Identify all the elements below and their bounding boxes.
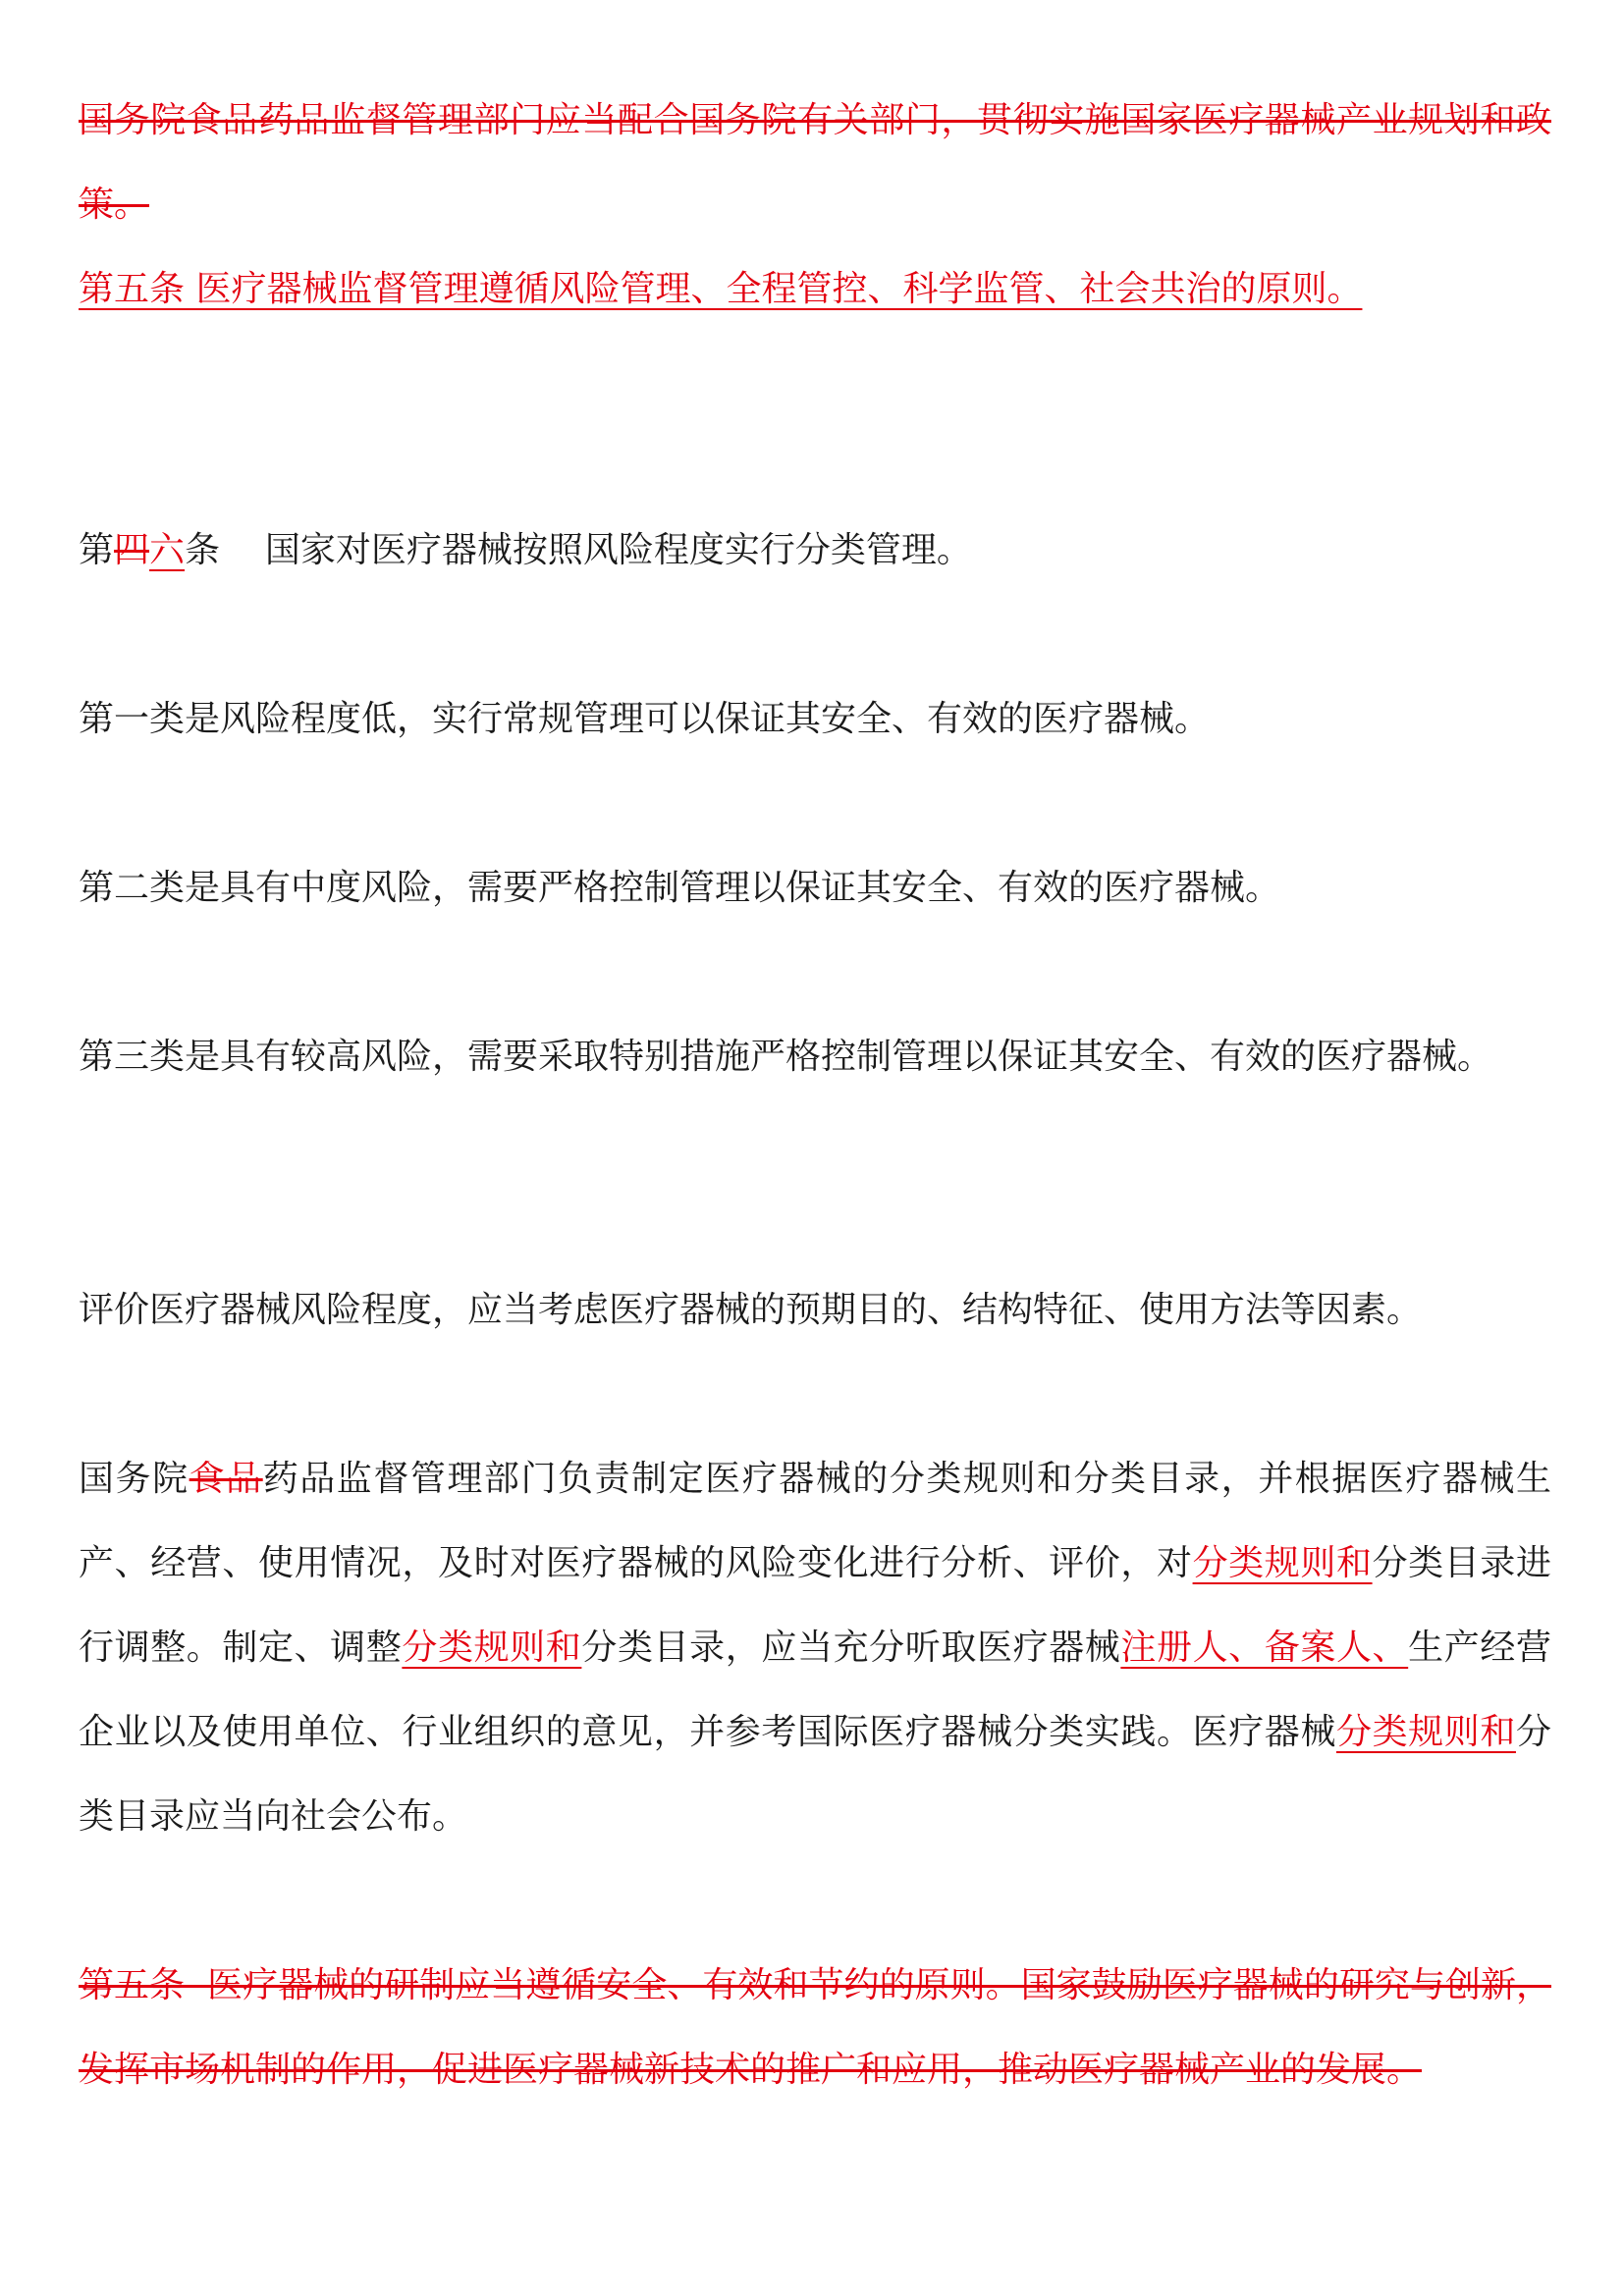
deleted-text: 食品 — [189, 1459, 263, 1499]
article-prefix: 第 — [79, 530, 115, 570]
catalog-text-3: 分类目录进行调整。制定、调整 — [79, 1543, 1551, 1668]
class-1-text: 第一类是风险程度低，实行常规管理可以保证其安全、有效的医疗器械。 — [79, 699, 1211, 739]
risk-evaluation-paragraph — [79, 1268, 1551, 1353]
catalog-text-5: 生产经营企业以及使用单位、行业组织的意见，并参考国际医疗器械分类实践。医疗器械 — [79, 1628, 1551, 1752]
catalog-text-4: 分类目录，应当充分听取医疗器械 — [581, 1628, 1121, 1668]
inserted-text: 注册人、备案人、 — [1120, 1628, 1409, 1668]
deleted-article-5 — [79, 1944, 1551, 2112]
article-6-heading — [79, 508, 1551, 593]
catalog-text-6: 分类目录应当向社会公布。 — [79, 1712, 1551, 1837]
class-2-text: 第二类是具有中度风险，需要严格控制管理以保证其安全、有效的医疗器械。 — [79, 868, 1281, 908]
class-1-paragraph — [79, 677, 1551, 762]
catalog-text-2: 药品监督管理部门负责制定医疗器械的分类规则和分类目录，并根据医疗器械生产、经营、使用情况，及时对医疗器械的风险变化进行分析、评价，对 — [79, 1459, 1551, 1583]
inserted-article-number: 六 — [149, 530, 186, 570]
catalog-text-1: 国务院 — [79, 1459, 189, 1499]
deleted-text: 国务院食品药品监督管理部门应当配合国务院有关部门，贯彻实施国家医疗器械产业规划和政策。 — [79, 100, 1551, 225]
classification-catalog-paragraph — [79, 1437, 1551, 1859]
article-6-text: 条 国家对医疗器械按照风险程度实行分类管理。 — [185, 530, 972, 570]
inserted-text: 分类规则和 — [1192, 1543, 1373, 1583]
class-3-text: 第三类是具有较高风险，需要采取特别措施严格控制管理以保证其安全、有效的医疗器械。 — [79, 1037, 1493, 1077]
inserted-text: 第五条 医疗器械监督管理遵循风险管理、全程管控、科学监管、社会共治的原则。 — [79, 269, 1363, 309]
inserted-article-5 — [79, 247, 1551, 332]
class-2-paragraph — [79, 846, 1551, 931]
deleted-paragraph-implementation — [79, 79, 1551, 247]
inserted-text: 分类规则和 — [402, 1628, 582, 1668]
risk-evaluation-text: 评价医疗器械风险程度，应当考虑医疗器械的预期目的、结构特征、使用方法等因素。 — [79, 1290, 1423, 1330]
deleted-article-number: 四 — [114, 530, 150, 570]
class-3-paragraph — [79, 1015, 1551, 1099]
deleted-text: 第五条 医疗器械的研制应当遵循安全、有效和节约的原则。国家鼓励医疗器械的研究与创新，发挥市场机制的作用，促进医疗器械新技术的推广和应用，推动医疗器械产业的发展。 — [79, 1965, 1551, 2090]
inserted-text: 分类规则和 — [1335, 1712, 1516, 1752]
